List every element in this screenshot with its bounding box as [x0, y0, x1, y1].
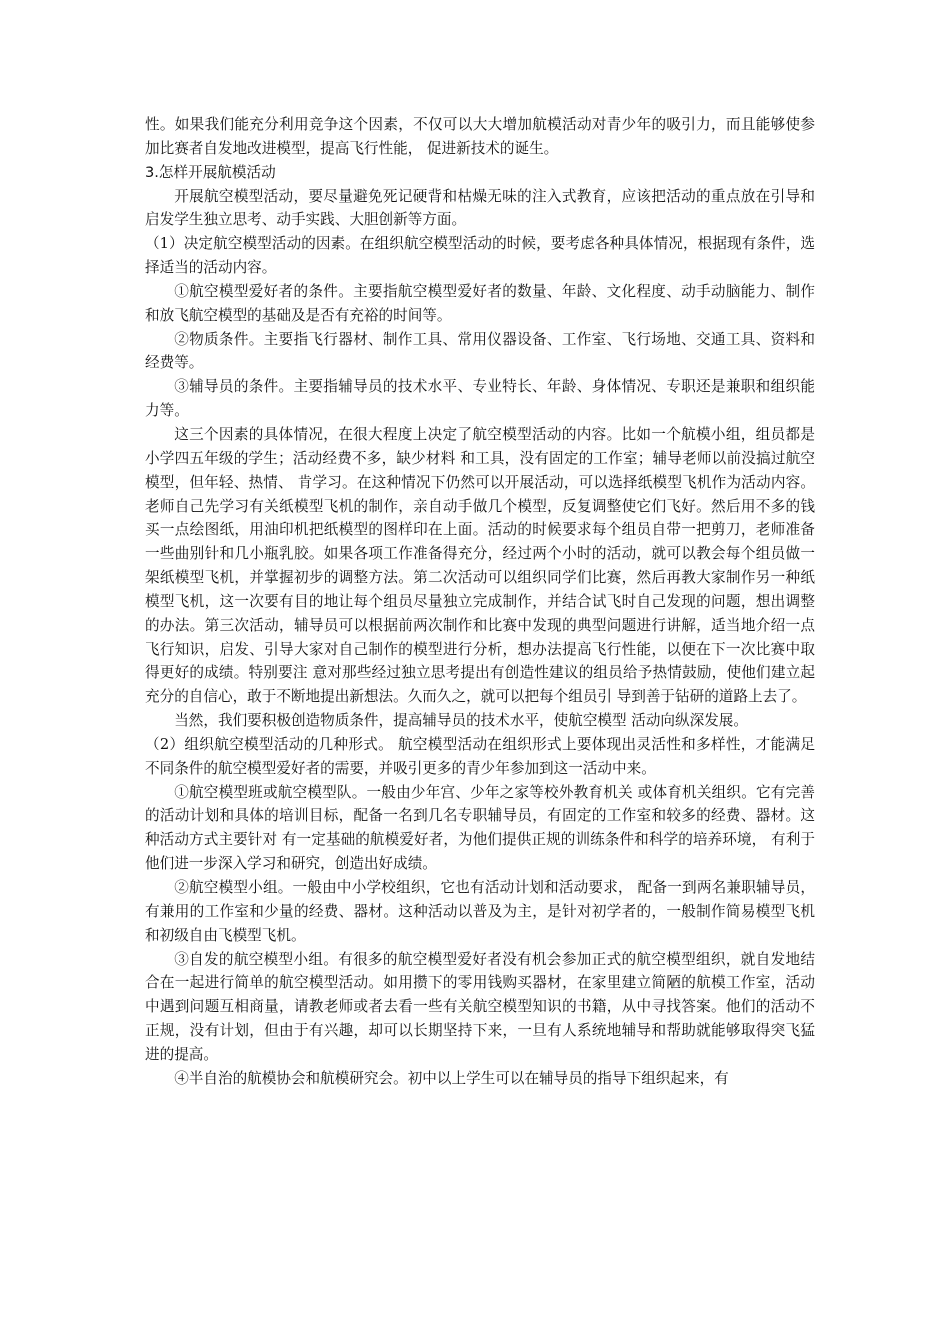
list-item-association: ④半自治的航模协会和航模研究会。初中以上学生可以在辅导员的指导下组织起来，有 [174, 1069, 729, 1087]
paragraph-intro: 开展航空模型活动，要尽量避免死记硬背和枯燥无味的注入式教育，应该把活动的重点放在引导和启发学生独立思考、动手实践、大胆创新等方面。 [145, 187, 815, 229]
subsection-heading-forms: （2）组织航空模型活动的几种形式。 航空模型活动在组织形式上要体现出灵活性和多样性，才能满足不同条件的航空模型爱好者的需要，并吸引更多的青少年参加到这一活动中来。 [145, 735, 815, 777]
paragraph-example: 这三个因素的具体情况，在很大程度上决定了航空模型活动的内容。比如一个航模小组，组员都是小学四五年级的学生；活动经费不多，缺少材料 和工具，没有固定的工作室；辅导老师以前没搞过航空模型，但年轻、热情、 肯学习。在这种情况下仍然可以开展活动，可以选择纸模型飞机作为活动内容。老师自己先学习有关纸模型飞机的制作，亲自动手做几个模型，反复调整使它们飞好。然后用不多的钱买一点绘图纸，用油印机把纸模型的图样印在上面。活动的时候要求每个组员自带一把剪刀，老师准备一些曲别针和几小瓶乳胶。如果各项工作准备得充分，经过两个小时的活动，就可以教会每个组员做一架纸模型飞机，并掌握初步的调整方法。第二次活动可以组织同学们比赛，然后再教大家制作另一种纸模型飞机，这一次要有目的地让每个组员尽量独立完成制作，并结合试飞时自己发现的问题，想出调整的办法。第三次活动，辅导员可以根据前两次制作和比赛中发现的典型问题进行讲解，适当地介绍一点飞行知识，启发、引导大家对自己制作的模型进行分析，想办法提高飞行性能，以便在下一次比赛中取得更好的成绩。特别要注 意对那些经过独立思考提出有创造性建议的组员给予热情鼓励，使他们建立起充分的自信心，敢于不断地提出新想法。久而久之，就可以把每个组员引 导到善于钻研的道路上去了。 [145, 425, 815, 706]
paragraph-conclusion: 当然，我们要积极创造物质条件，提高辅导员的技术水平，使航空模型 活动向纵深发展。 [174, 712, 748, 730]
subsection-heading-factors: （1）决定航空模型活动的因素。在组织航空模型活动的时候，要考虑各种具体情况，根据现有条件，选择适当的活动内容。 [145, 235, 815, 277]
list-item-spontaneous-group: ③自发的航空模型小组。有很多的航空模型爱好者没有机会参加正式的航空模型组织，就自发地结合在一起进行简单的航空模型活动。如用攒下的零用钱购买器材，在家里建立简陋的航模工作室，活动中遇到问题互相商量，请教老师或者去看一些有关航空模型知识的书籍，从中寻找答案。他们的活动不正规，没有计划，但由于有兴趣，却可以长期坚持下来，一旦有人系统地辅导和帮助就能够取得突飞猛进的提高。 [145, 950, 815, 1063]
paragraph-continuation: 性。如果我们能充分利用竞争这个因素，不仅可以大大增加航模活动对青少年的吸引力，而且能够使参加比赛者自发地改进模型，提高飞行性能， 促进新技术的诞生。 [145, 116, 815, 157]
list-item-enthusiast-conditions: ①航空模型爱好者的条件。主要指航空模型爱好者的数量、年龄、文化程度、动手动脑能力、制作和放飞航空模型的基础及是否有充裕的时间等。 [145, 282, 815, 324]
list-item-material-conditions: ②物质条件。主要指飞行器材、制作工具、常用仪器设备、工作室、飞行场地、交通工具、资料和经费等。 [145, 330, 815, 372]
document-body [145, 113, 815, 1091]
list-item-model-class: ①航空模型班或航空模型队。一般由少年宫、少年之家等校外教育机关 或体育机关组织。它有完善的活动计划和具体的培训目标，配备一名到几名专职辅导员，有固定的工作室和较多的经费、器材。这种活动方式主要针对 有一定基础的航模爱好者，为他们提供正规的训练条件和科学的培养环境， 有利于他们进一步深入学习和研究，创造出好成绩。 [145, 783, 815, 873]
list-item-instructor-conditions: ③辅导员的条件。主要指辅导员的技术水平、专业特长、年龄、身体情况、专职还是兼职和组织能力等。 [145, 378, 815, 420]
list-item-model-group: ②航空模型小组。一般由中小学校组织，它也有活动计划和活动要求， 配备一到两名兼职辅导员，有兼用的工作室和少量的经费、器材。这种活动以普及为主，是针对初学者的，一般制作简易模型飞机和初级自由飞模型飞机。 [145, 879, 815, 944]
section-heading: 3.怎样开展航模活动 [145, 163, 276, 181]
